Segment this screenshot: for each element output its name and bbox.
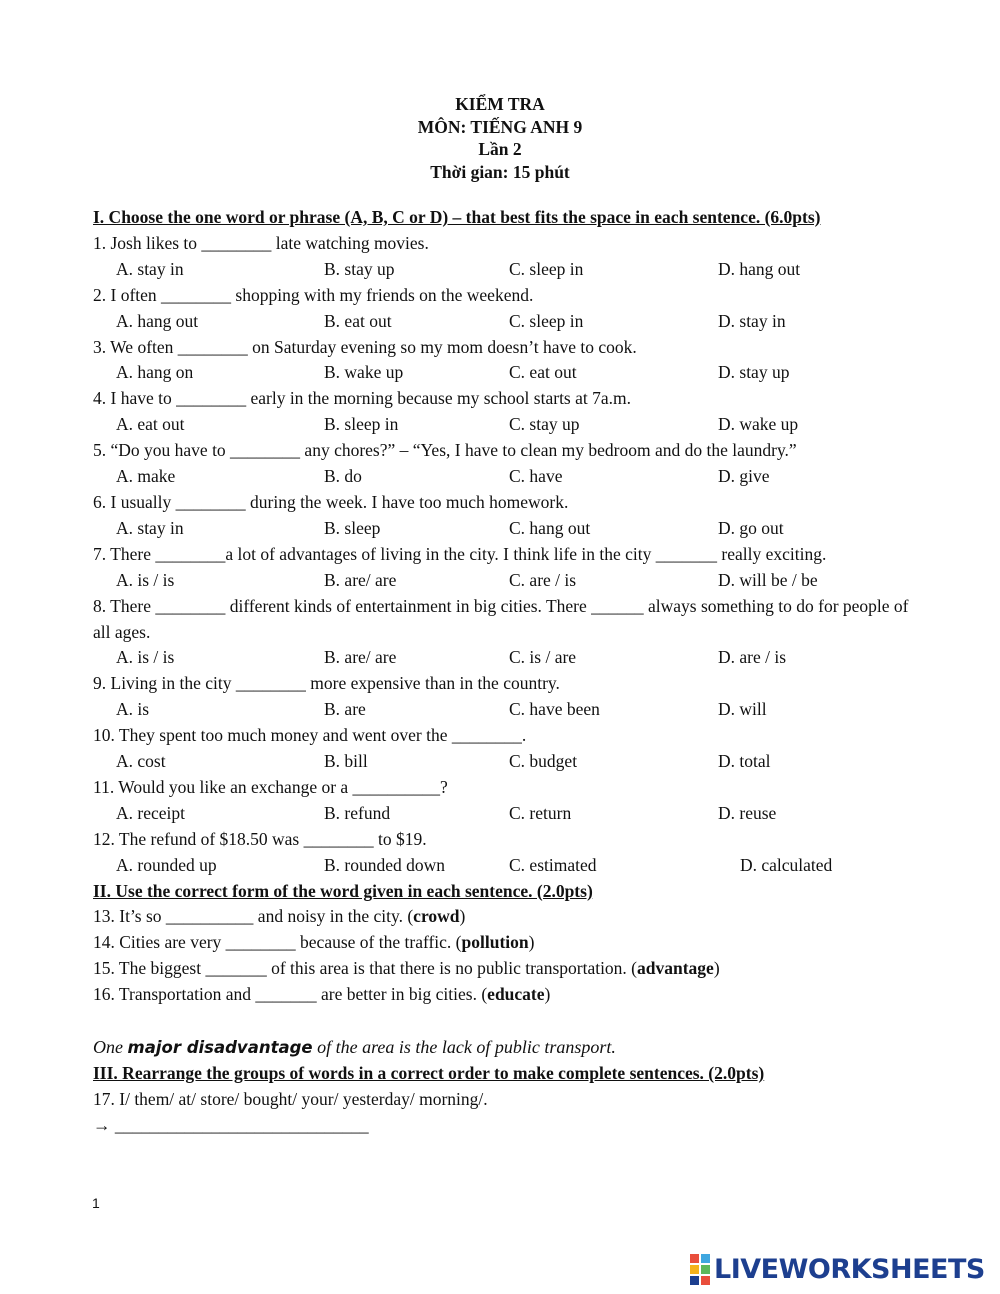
answer-option[interactable]: A. stay in	[116, 258, 184, 279]
test-header	[0, 93, 1000, 183]
answer-option[interactable]: B. stay up	[324, 258, 395, 279]
word-form-list	[93, 904, 913, 1008]
answer-option[interactable]: B. sleep	[324, 517, 381, 538]
answer-options	[93, 853, 913, 879]
answer-option[interactable]: D. will be / be	[718, 569, 818, 590]
section-2-title: II. Use the correct form of the word given in each sentence. (2.0pts)	[93, 880, 593, 901]
answer-option[interactable]: D. total	[718, 751, 771, 772]
question-text: 5. “Do you have to ________ any chores?” – “Yes, I have to clean my bedroom and do the laundry.”	[93, 440, 797, 461]
answer-options	[93, 697, 913, 723]
answer-option[interactable]: C. have	[509, 466, 563, 487]
item-text: 14. Cities are very ________ because of the traffic. (	[93, 932, 462, 953]
answer-option[interactable]: B. are/ are	[324, 569, 397, 590]
answer-option[interactable]: A. is / is	[116, 647, 175, 668]
given-word: pollution	[461, 932, 529, 953]
answer-option[interactable]: A. eat out	[116, 414, 185, 435]
note-after: of the area is the lack of public transport.	[312, 1037, 616, 1058]
example-note	[93, 1035, 913, 1061]
answer-option[interactable]: B. bill	[324, 751, 368, 772]
item-text: 15. The biggest _______ of this area is that there is no public transportation. (	[93, 958, 638, 979]
answer-option[interactable]: B. refund	[324, 802, 391, 823]
answer-option[interactable]: A. cost	[116, 751, 166, 772]
logo-text: LIVEWORKSHEETS	[714, 1254, 985, 1285]
answer-option[interactable]: D. wake up	[718, 414, 799, 435]
answer-option[interactable]: D. go out	[718, 517, 784, 538]
liveworksheets-logo[interactable]	[690, 1254, 985, 1285]
answer-option[interactable]: B. sleep in	[324, 414, 399, 435]
word-form-item	[93, 930, 913, 956]
close-paren: )	[528, 932, 535, 953]
answer-option[interactable]: A. hang out	[116, 310, 199, 331]
answer-options	[93, 749, 913, 775]
answer-option[interactable]: A. make	[116, 466, 176, 487]
header-time: Thời gian: 15 phút	[430, 161, 570, 182]
question-text: 3. We often ________ on Saturday evening so my mom doesn’t have to cook.	[93, 336, 637, 357]
answer-option[interactable]: C. estimated	[509, 854, 597, 875]
word-form-item	[93, 982, 913, 1008]
answer-option[interactable]: A. hang on	[116, 362, 194, 383]
question-17: 17. I/ them/ at/ store/ bought/ your/ yesterday/ morning/.	[93, 1088, 488, 1109]
question-text: 6. I usually ________ during the week. I have too much homework.	[93, 491, 569, 512]
answer-options	[93, 412, 913, 438]
answer-options	[93, 801, 913, 827]
answer-option[interactable]: A. is	[116, 699, 150, 720]
question-text: 7. There ________a lot of advantages of living in the city. I think life in the city _______ really exciting.	[93, 543, 827, 564]
answer-option[interactable]: A. rounded up	[116, 854, 217, 875]
answer-options	[93, 360, 913, 386]
question-text: 12. The refund of $18.50 was ________ to $19.	[93, 828, 427, 849]
answer-option[interactable]: C. budget	[509, 751, 578, 772]
section-1-title: I. Choose the one word or phrase (A, B, C or D) – that best fits the space in each sentence. (6.0pts)	[93, 207, 821, 227]
answer-option[interactable]: C. hang out	[509, 517, 591, 538]
answer-option[interactable]: B. rounded down	[324, 854, 446, 875]
question-text: 1. Josh likes to ________ late watching movies.	[93, 232, 429, 253]
answer-option[interactable]: B. are/ are	[324, 647, 397, 668]
answer-option[interactable]: B. are	[324, 699, 366, 720]
answer-option[interactable]: D. calculated	[740, 854, 833, 875]
logo-blocks-icon	[690, 1254, 710, 1285]
question-text: 11. Would you like an exchange or a __________?	[93, 776, 448, 797]
header-subject: MÔN: TIẾNG ANH 9	[417, 116, 583, 137]
answer-option[interactable]: D. give	[718, 466, 770, 487]
given-word: educate	[487, 984, 545, 1005]
answer-option[interactable]: D. will	[718, 699, 767, 720]
answer-option[interactable]: C. eat out	[509, 362, 577, 383]
section-3-title: III. Rearrange the groups of words in a correct order to make complete sentences. (2.0pts)	[93, 1063, 765, 1083]
question-text: 4. I have to ________ early in the morning because my school starts at 7a.m.	[93, 388, 631, 409]
answer-option[interactable]: D. reuse	[718, 802, 777, 823]
answer-option[interactable]: C. are / is	[509, 569, 577, 590]
item-text: 13. It’s so __________ and noisy in the city. (	[93, 906, 414, 927]
word-form-item	[93, 904, 913, 930]
note-before: One	[93, 1037, 128, 1058]
answer-options	[93, 516, 913, 542]
answer-option[interactable]: C. is / are	[509, 647, 577, 668]
question-text: 10. They spent too much money and went over the ________.	[93, 725, 527, 746]
answer-option[interactable]: D. stay up	[718, 362, 790, 383]
page-number: 1	[92, 1195, 100, 1211]
given-word: advantage	[637, 958, 714, 979]
answer-option[interactable]: C. sleep in	[509, 258, 584, 279]
answer-options	[93, 568, 913, 594]
answer-option[interactable]: A. is / is	[116, 569, 175, 590]
answer-options	[93, 645, 913, 671]
answer-option[interactable]: C. sleep in	[509, 310, 584, 331]
answer-line[interactable]: → _____________________________	[93, 1114, 369, 1135]
worksheet-body	[93, 205, 913, 1139]
answer-option[interactable]: D. stay in	[718, 310, 786, 331]
answer-option[interactable]: B. eat out	[324, 310, 392, 331]
note-bold: major disadvantage	[127, 1038, 313, 1058]
question-list	[93, 231, 913, 879]
answer-option[interactable]: D. are / is	[718, 647, 787, 668]
question-text: 8. There ________ different kinds of entertainment in big cities. There ______ always something to do for people of all ages.	[93, 595, 909, 642]
answer-option[interactable]: A. stay in	[116, 517, 184, 538]
question-text: 2. I often ________ shopping with my friends on the weekend.	[93, 284, 534, 305]
question-text: 9. Living in the city ________ more expensive than in the country.	[93, 673, 560, 694]
given-word: crowd	[413, 906, 460, 927]
answer-options	[93, 257, 913, 283]
close-paren: )	[544, 984, 551, 1005]
answer-option[interactable]: C. have been	[509, 699, 600, 720]
answer-option[interactable]: D. hang out	[718, 258, 801, 279]
answer-option[interactable]: B. do	[324, 466, 362, 487]
close-paren: )	[459, 906, 466, 927]
answer-options	[93, 464, 913, 490]
answer-option[interactable]: C. stay up	[509, 414, 580, 435]
header-title: KIỂM TRA	[455, 94, 545, 114]
header-attempt: Lần 2	[478, 139, 522, 159]
answer-option[interactable]: A. receipt	[116, 802, 185, 823]
answer-option[interactable]: B. wake up	[324, 362, 404, 383]
close-paren: )	[713, 958, 720, 979]
item-text: 16. Transportation and _______ are better in big cities. (	[93, 984, 488, 1005]
answer-option[interactable]: C. return	[509, 802, 572, 823]
answer-options	[93, 309, 913, 335]
word-form-item	[93, 956, 913, 982]
